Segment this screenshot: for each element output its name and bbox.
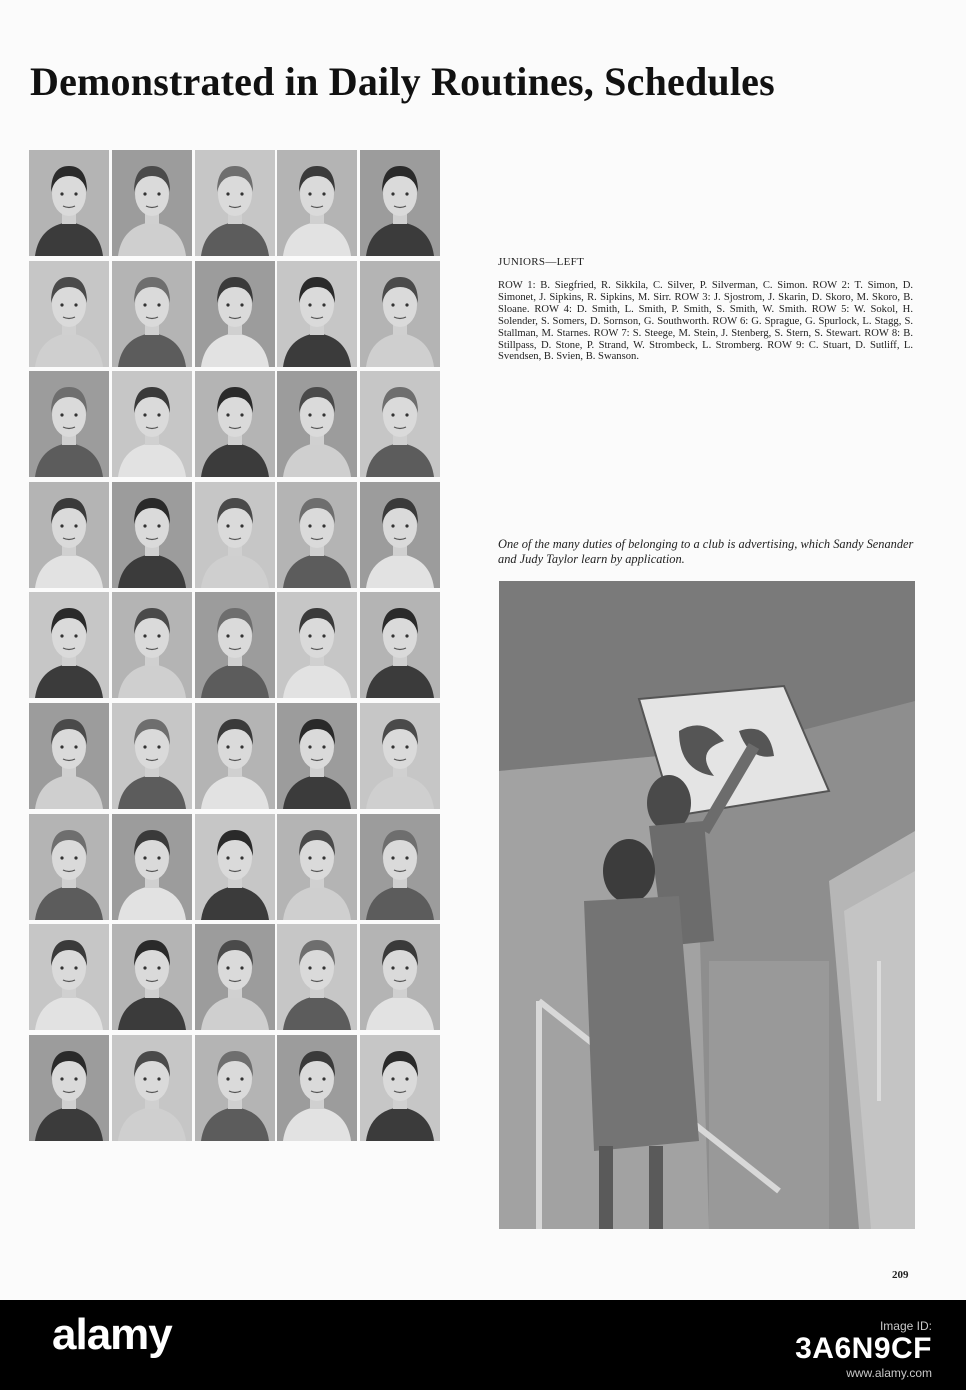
student-portrait [360,924,440,1030]
student-portrait [112,814,192,920]
student-portrait [112,592,192,698]
student-portrait [360,703,440,809]
roster-text: ROW 1: B. Siegfried, R. Sikkila, C. Silver, P. Silverman, C. Simon. ROW 2: T. Simon, D. Simonet, J. Sipkins, R. Sipkins, M. Sirr. ROW 3: J. Sjostrom, J. Skarin, D. Skoro, M. Skoro, B. Sloane. ROW 4: D. Smith, L. Smith, P. Smith, S. Smith, W. Smith. ROW 5: W. Sokol, H. Solender, S. Somers, D. Sornson, G. Southworth. ROW 6: G. Sprague, G. Spurlock, L. Stagg, S. Stallman, M. Starnes. ROW 7: S. Steege, M. Stein, J. Stenberg, S. Stern, S. Stewart. ROW 8: B. Stillpass, D. Stone, P. Strand, W. Strombeck, L. Stromberg. ROW 9: C. Stuart, D. Sutliff, L. Svendsen, B. Svien, B. Swanson. [498,280,913,363]
student-portrait [195,150,275,256]
page-headline: Demonstrated in Daily Routines, Schedules [30,59,775,104]
student-portrait [29,150,109,256]
student-portrait [277,371,357,477]
student-portrait [277,814,357,920]
student-portrait [29,482,109,588]
student-portrait [29,371,109,477]
student-portrait [195,1035,275,1141]
student-portrait [277,1035,357,1141]
student-portrait [195,924,275,1030]
student-portrait [360,371,440,477]
student-portrait [195,371,275,477]
student-portrait [195,261,275,367]
student-portrait [112,371,192,477]
student-portrait [29,924,109,1030]
student-portrait [112,150,192,256]
student-portrait [195,482,275,588]
student-portrait [29,703,109,809]
stairwell-photo-illustration [499,581,915,1229]
student-portrait [277,261,357,367]
student-portrait [360,592,440,698]
student-portrait [360,814,440,920]
student-portrait [277,150,357,256]
watermark-logo: alamy [52,1310,172,1359]
portrait-grid [29,150,440,1141]
roster-label: JUNIORS—LEFT [498,256,585,268]
stairwell-photo [499,581,915,1229]
watermark-image-id-block [795,1319,932,1365]
student-portrait [112,482,192,588]
student-portrait [29,1035,109,1141]
student-portrait [29,814,109,920]
student-portrait [360,150,440,256]
student-portrait [195,592,275,698]
watermark-url: www.alamy.com [846,1366,932,1380]
student-portrait [360,261,440,367]
student-portrait [112,703,192,809]
student-portrait [360,482,440,588]
student-portrait [29,261,109,367]
watermark-image-id-label: Image ID: [879,1319,932,1333]
watermark-image-id: 3A6N9CF [795,1332,932,1365]
page-number: 209 [892,1269,909,1281]
student-portrait [195,703,275,809]
student-portrait [277,703,357,809]
student-portrait [112,261,192,367]
student-portrait [195,814,275,920]
student-portrait [112,924,192,1030]
photo-caption: One of the many duties of belonging to a club is advertising, which Sandy Senander and Judy Taylor learn by application. [498,537,914,566]
student-portrait [277,924,357,1030]
student-portrait [29,592,109,698]
student-portrait [112,1035,192,1141]
student-portrait [277,592,357,698]
student-portrait [360,1035,440,1141]
student-portrait [277,482,357,588]
